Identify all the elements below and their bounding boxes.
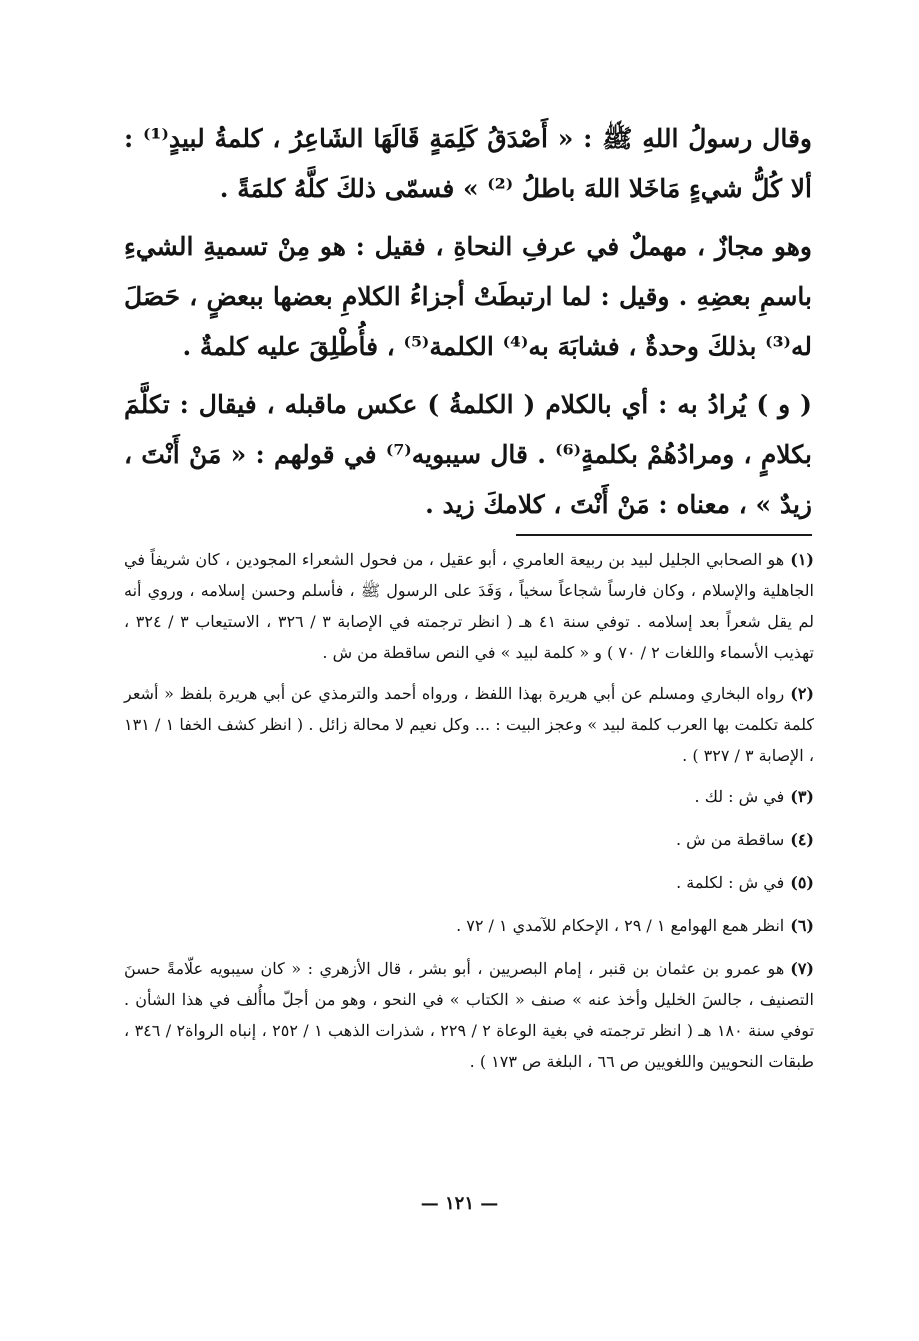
footnote-text: رواه البخاري ومسلم عن أبي هريرة بهذا اللفظ ، ورواه أحمد والترمذي عن أبي هريرة بلفظ « أشعر كلمة تكلمت بها العرب كلمة لبيد » وعجز البيت : ... وكل نعيم لا محالة زائل . ( انظر كشف الخفا ١ / ١٣١ ، الإصابة ٣ / ٣٢٧ ) .	[124, 684, 815, 765]
footnote-7	[124, 953, 814, 1077]
paragraph-3: ( و ) يُرادُ به : أي بالكلام ( الكلمةُ ) عكس ماقبله ، فيقال : تكلَّمَ بكلامٍ ، ومرادُهُمْ بكلمةٍ⁽⁶⁾ . قال سيبويه⁽⁷⁾ في قولهم : « مَنْ أَنْتَ ، زيدٌ » ، معناه : مَنْ أَنْتَ ، كلامكَ زيد .	[124, 390, 812, 519]
main-text	[124, 114, 812, 538]
footnote-text: ساقطة من ش .	[675, 830, 785, 849]
footnote-text: في ش : لكلمة .	[676, 873, 785, 892]
footnote-6	[124, 910, 814, 941]
paragraph-2: وهو مجازٌ ، مهملٌ في عرفِ النحاةِ ، فقيل : هو مِنْ تسميةِ الشيءِ باسمِ بعضِهِ . وقيل : لما ارتبطَتْ أجزاءُ الكلامِ بعضها ببعضٍ ، حَصَلَ له⁽³⁾ بذلكَ وحدةٌ ، فشابَهَ به⁽⁴⁾ الكلمة⁽⁵⁾ ، فأُطْلِقَ عليه كلمةٌ .	[124, 232, 812, 361]
footnote-number: (٥)	[790, 873, 814, 892]
footnote-3	[124, 781, 814, 812]
footnote-1	[124, 544, 814, 668]
footnote-4	[124, 824, 814, 855]
footnote-number: (٢)	[790, 684, 814, 703]
footnote-separator	[516, 534, 812, 536]
footnote-5	[124, 867, 814, 898]
footnote-text: انظر همع الهوامع ١ / ٢٩ ، الإحكام للآمدي ١ / ٧٢ .	[456, 916, 785, 935]
footnote-number: (٣)	[790, 787, 814, 806]
footnotes	[124, 544, 814, 1087]
footnote-text: في ش : لك .	[694, 787, 785, 806]
footnote-number: (٧)	[790, 959, 814, 978]
footnote-number: (١)	[790, 550, 814, 569]
footnote-text: هو عمرو بن عثمان بن قنبر ، إمام البصريين ، أبو بشر ، قال الأزهري : « كان سيبويه علّامةً حسنَ التصنيف ، جالسَ الخليل وأخذ عنه » صنف « الكتاب » في النحو ، وهو من أجلّ ماأُلف في هذا الشأن . توفي سنة ١٨٠ هـ ( انظر ترجمته في بغية الوعاة ٢ / ٢٢٩ ، شذرات الذهب ١ / ٢٥٢ ، إنباه الرواة٢ / ٣٤٦ ، طبقات النحويين واللغويين ص ٦٦ ، البلغة ص ١٧٣ ) .	[124, 959, 815, 1071]
page-number: — ١٢١ —	[420, 1193, 499, 1214]
footnote-number: (٦)	[790, 916, 814, 935]
paragraph-1: وقال رسولُ اللهِ ﷺ : « أَصْدَقُ كَلِمَةٍ قَالَهَا الشَاعِرُ ، كلمةُ لبيدٍ⁽¹⁾ : ألا كُلُّ شيءٍ مَاخَلا اللهَ باطلُ ⁽²⁾ » فسمّى ذلكَ كلَّهُ كلمَةً .	[124, 124, 812, 203]
footnote-text: هو الصحابي الجليل لبيد بن ربيعة العامري ، أبو عقيل ، من فحول الشعراء المجودين ، كان شريفاً في الجاهلية والإسلام ، وكان فارساً شجاعاً سخياً ، وَفَدَ على الرسول ﷺ ، فأسلم وحسن إسلامه ، وروي أنه لم يقل شعراً بعد إسلامه . توفي سنة ٤١ هـ ( انظر ترجمته في الإصابة ٣ / ٣٢٦ ، الاستيعاب ٣ / ٣٢٤ ، تهذيب الأسماء واللغات ٢ / ٧٠ ) و « كلمة لبيد » في النص ساقطة من ش .	[124, 550, 815, 662]
footnote-number: (٤)	[790, 830, 814, 849]
footnote-2	[124, 678, 814, 771]
